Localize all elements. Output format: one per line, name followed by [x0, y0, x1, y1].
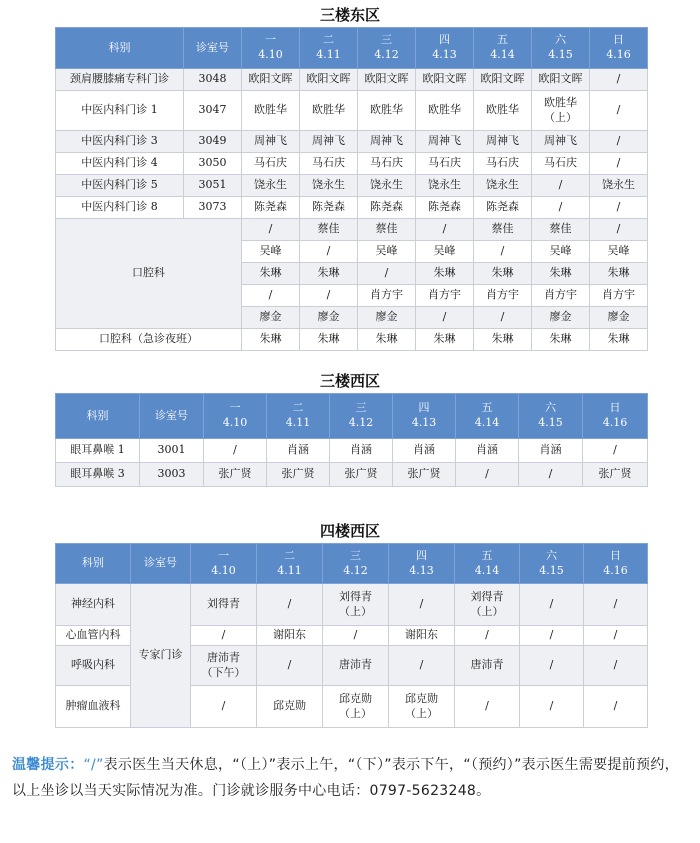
- dept-cell: 神经内科: [56, 584, 131, 626]
- schedule-cell: 谢阳东: [257, 626, 323, 646]
- schedule-cell: 肖涵: [456, 439, 519, 463]
- table-row: [56, 463, 648, 487]
- header-day: 一 4.10: [242, 28, 300, 69]
- schedule-cell: /: [191, 626, 257, 646]
- schedule-cell: 张广贤: [583, 463, 648, 487]
- header-day: 四 4.13: [389, 544, 455, 584]
- schedule-cell: 朱琳: [416, 329, 474, 351]
- schedule-cell: 唐沛青 （下午）: [191, 646, 257, 686]
- dept-cell: 中医内科门诊 1: [56, 91, 184, 131]
- schedule-cell: /: [455, 686, 520, 728]
- schedule-cell: 马石庆: [242, 153, 300, 175]
- schedule-cell: 朱琳: [242, 329, 300, 351]
- schedule-cell: 吴峰: [358, 241, 416, 263]
- room-cell: 专家门诊: [131, 584, 191, 728]
- schedule-cell: 欧胜华 （上）: [532, 91, 590, 131]
- warm-tip-note: [12, 752, 690, 804]
- table-row: [56, 153, 648, 175]
- schedule-cell: 朱琳: [532, 263, 590, 285]
- schedule-cell: 马石庆: [416, 153, 474, 175]
- schedule-cell: /: [590, 131, 648, 153]
- schedule-cell: /: [300, 241, 358, 263]
- schedule-cell: 欧阳文晖: [358, 69, 416, 91]
- dept-cell: 口腔科: [56, 219, 242, 329]
- schedule-cell: /: [323, 626, 389, 646]
- table-row: [56, 329, 648, 351]
- schedule-cell: /: [257, 584, 323, 626]
- schedule-cell: 邱克勋: [257, 686, 323, 728]
- header-day: 六 4.15: [520, 544, 584, 584]
- schedule-cell: 饶永生: [358, 175, 416, 197]
- schedule-table-3f-west: [55, 393, 648, 487]
- schedule-cell: 邱克勋 （上）: [389, 686, 455, 728]
- schedule-cell: 欧阳文晖: [532, 69, 590, 91]
- note-text: 表示医生当天休息，“（上）”表示上午，“（下）”表示下午，“（预约）”表示医生需要提前预约，以上坐诊以当天实际情况为准。门诊就诊服务中心电话：0797-5623248。: [12, 757, 679, 799]
- schedule-cell: 马石庆: [358, 153, 416, 175]
- header-day: 二 4.11: [300, 28, 358, 69]
- schedule-cell: 蔡佳: [474, 219, 532, 241]
- header-day: 一 4.10: [204, 394, 267, 439]
- header-room: 诊室号: [184, 28, 242, 69]
- table-row: [56, 91, 648, 131]
- schedule-cell: 朱琳: [300, 329, 358, 351]
- schedule-cell: 朱琳: [300, 263, 358, 285]
- schedule-cell: 肖涵: [330, 439, 393, 463]
- header-day: 二 4.11: [257, 544, 323, 584]
- schedule-cell: 吴峰: [532, 241, 590, 263]
- schedule-cell: 朱琳: [590, 329, 648, 351]
- room-cell: 3051: [184, 175, 242, 197]
- schedule-cell: 陈尧森: [416, 197, 474, 219]
- schedule-cell: /: [532, 175, 590, 197]
- schedule-cell: /: [532, 197, 590, 219]
- schedule-cell: /: [584, 626, 648, 646]
- room-cell: 3049: [184, 131, 242, 153]
- schedule-cell: /: [474, 241, 532, 263]
- schedule-cell: /: [520, 584, 584, 626]
- table-row: [56, 131, 648, 153]
- dept-cell: 心血管内科: [56, 626, 131, 646]
- schedule-cell: 马石庆: [474, 153, 532, 175]
- schedule-cell: 欧阳文晖: [242, 69, 300, 91]
- schedule-table-3f-east: [55, 27, 648, 351]
- schedule-cell: 朱琳: [532, 329, 590, 351]
- schedule-table-4f-west: [55, 543, 648, 728]
- schedule-cell: 陈尧森: [300, 197, 358, 219]
- schedule-cell: 唐沛青: [455, 646, 520, 686]
- schedule-cell: 蔡佳: [532, 219, 590, 241]
- room-cell: 3048: [184, 69, 242, 91]
- schedule-cell: 周神飞: [242, 131, 300, 153]
- schedule-cell: /: [590, 153, 648, 175]
- schedule-cell: /: [242, 285, 300, 307]
- header-day: 二 4.11: [267, 394, 330, 439]
- schedule-cell: /: [191, 686, 257, 728]
- schedule-cell: /: [389, 584, 455, 626]
- schedule-cell: 朱琳: [474, 263, 532, 285]
- schedule-cell: 欧阳文晖: [416, 69, 474, 91]
- schedule-cell: 张广贤: [330, 463, 393, 487]
- schedule-cell: 欧阳文晖: [300, 69, 358, 91]
- dept-cell: 口腔科（急诊夜班）: [56, 329, 242, 351]
- header-day: 四 4.13: [416, 28, 474, 69]
- schedule-cell: 朱琳: [416, 263, 474, 285]
- schedule-cell: 陈尧森: [474, 197, 532, 219]
- schedule-cell: /: [584, 646, 648, 686]
- schedule-cell: /: [520, 686, 584, 728]
- header-day: 六 4.15: [532, 28, 590, 69]
- schedule-cell: /: [455, 626, 520, 646]
- table-row: [56, 439, 648, 463]
- room-cell: 3073: [184, 197, 242, 219]
- schedule-cell: 肖方宇: [416, 285, 474, 307]
- header-day: 三 4.12: [358, 28, 416, 69]
- schedule-cell: 肖方宇: [590, 285, 648, 307]
- schedule-cell: 吴峰: [590, 241, 648, 263]
- schedule-cell: 张广贤: [267, 463, 330, 487]
- room-cell: 3003: [140, 463, 204, 487]
- schedule-cell: 欧胜华: [474, 91, 532, 131]
- table-row: [56, 219, 648, 241]
- table-row: [56, 197, 648, 219]
- schedule-cell: /: [584, 686, 648, 728]
- dept-cell: 眼耳鼻喉 1: [56, 439, 140, 463]
- schedule-cell: 欧胜华: [300, 91, 358, 131]
- schedule-cell: /: [300, 285, 358, 307]
- schedule-cell: 肖方宇: [532, 285, 590, 307]
- schedule-cell: /: [590, 197, 648, 219]
- dept-cell: 呼吸内科: [56, 646, 131, 686]
- header-day: 三 4.12: [323, 544, 389, 584]
- schedule-cell: 吴峰: [242, 241, 300, 263]
- header-day: 四 4.13: [393, 394, 456, 439]
- header-day: 五 4.14: [455, 544, 520, 584]
- schedule-cell: 陈尧森: [358, 197, 416, 219]
- section-title-3f-east: 三楼东区: [319, 6, 380, 24]
- schedule-cell: 廖金: [590, 307, 648, 329]
- schedule-cell: 饶永生: [300, 175, 358, 197]
- header-room: 诊室号: [131, 544, 191, 584]
- schedule-cell: 马石庆: [532, 153, 590, 175]
- schedule-cell: 刘得青 （上）: [455, 584, 520, 626]
- dept-cell: 眼耳鼻喉 3: [56, 463, 140, 487]
- schedule-cell: 欧胜华: [416, 91, 474, 131]
- header-dept: 科别: [56, 28, 184, 69]
- section-title-4f-west: 四楼西区: [319, 522, 380, 540]
- schedule-cell: 周神飞: [474, 131, 532, 153]
- schedule-cell: 蔡佳: [300, 219, 358, 241]
- schedule-cell: 朱琳: [474, 329, 532, 351]
- table-row: [56, 69, 648, 91]
- dept-cell: 中医内科门诊 5: [56, 175, 184, 197]
- schedule-cell: /: [520, 646, 584, 686]
- header-day: 一 4.10: [191, 544, 257, 584]
- schedule-cell: 周神飞: [532, 131, 590, 153]
- header-room: 诊室号: [140, 394, 204, 439]
- schedule-cell: 陈尧森: [242, 197, 300, 219]
- schedule-cell: /: [416, 307, 474, 329]
- room-cell: 3001: [140, 439, 204, 463]
- schedule-cell: /: [520, 626, 584, 646]
- schedule-cell: 饶永生: [590, 175, 648, 197]
- schedule-cell: 欧胜华: [358, 91, 416, 131]
- schedule-cell: 周神飞: [358, 131, 416, 153]
- schedule-cell: 饶永生: [474, 175, 532, 197]
- schedule-cell: 唐沛青: [323, 646, 389, 686]
- schedule-cell: 廖金: [358, 307, 416, 329]
- table-row: [56, 175, 648, 197]
- schedule-cell: 肖涵: [267, 439, 330, 463]
- schedule-cell: /: [590, 91, 648, 131]
- schedule-cell: 邱克勋 （上）: [323, 686, 389, 728]
- dept-cell: 中医内科门诊 3: [56, 131, 184, 153]
- schedule-cell: /: [358, 263, 416, 285]
- table-row: [56, 584, 648, 626]
- schedule-cell: 饶永生: [242, 175, 300, 197]
- header-dept: 科别: [56, 544, 131, 584]
- schedule-cell: 欧阳文晖: [474, 69, 532, 91]
- schedule-cell: /: [257, 646, 323, 686]
- schedule-cell: /: [519, 463, 583, 487]
- schedule-cell: /: [590, 69, 648, 91]
- schedule-cell: 肖涵: [519, 439, 583, 463]
- header-day: 三 4.12: [330, 394, 393, 439]
- schedule-cell: 肖方宇: [358, 285, 416, 307]
- header-day: 六 4.15: [519, 394, 583, 439]
- dept-cell: 肿瘤血液科: [56, 686, 131, 728]
- dept-cell: 中医内科门诊 4: [56, 153, 184, 175]
- schedule-cell: 欧胜华: [242, 91, 300, 131]
- header-day: 日 4.16: [584, 544, 648, 584]
- schedule-cell: 廖金: [300, 307, 358, 329]
- schedule-cell: 饶永生: [416, 175, 474, 197]
- schedule-cell: 马石庆: [300, 153, 358, 175]
- schedule-cell: 廖金: [242, 307, 300, 329]
- header-day: 五 4.14: [456, 394, 519, 439]
- schedule-cell: /: [204, 439, 267, 463]
- schedule-cell: /: [583, 439, 648, 463]
- schedule-cell: /: [474, 307, 532, 329]
- schedule-cell: /: [456, 463, 519, 487]
- note-label: 温馨提示：: [12, 757, 84, 773]
- schedule-cell: 周神飞: [300, 131, 358, 153]
- header-day: 日 4.16: [583, 394, 648, 439]
- dept-cell: 颈肩腰膝痛专科门诊: [56, 69, 184, 91]
- schedule-cell: 朱琳: [590, 263, 648, 285]
- schedule-cell: 朱琳: [358, 329, 416, 351]
- header-dept: 科别: [56, 394, 140, 439]
- schedule-cell: /: [242, 219, 300, 241]
- room-cell: 3050: [184, 153, 242, 175]
- schedule-cell: 张广贤: [393, 463, 456, 487]
- header-day: 五 4.14: [474, 28, 532, 69]
- schedule-cell: 肖涵: [393, 439, 456, 463]
- schedule-cell: 张广贤: [204, 463, 267, 487]
- room-cell: 3047: [184, 91, 242, 131]
- schedule-cell: 廖金: [532, 307, 590, 329]
- schedule-cell: 周神飞: [416, 131, 474, 153]
- schedule-cell: 吴峰: [416, 241, 474, 263]
- schedule-cell: 刘得青 （上）: [323, 584, 389, 626]
- schedule-cell: 蔡佳: [358, 219, 416, 241]
- schedule-cell: /: [590, 219, 648, 241]
- section-title-3f-west: 三楼西区: [319, 372, 380, 390]
- schedule-cell: /: [416, 219, 474, 241]
- schedule-cell: /: [584, 584, 648, 626]
- schedule-cell: 刘得青: [191, 584, 257, 626]
- schedule-cell: 谢阳东: [389, 626, 455, 646]
- header-day: 日 4.16: [590, 28, 648, 69]
- note-slash-symbol: “/”: [83, 757, 104, 773]
- schedule-cell: /: [389, 646, 455, 686]
- dept-cell: 中医内科门诊 8: [56, 197, 184, 219]
- schedule-cell: 朱琳: [242, 263, 300, 285]
- schedule-cell: 肖方宇: [474, 285, 532, 307]
